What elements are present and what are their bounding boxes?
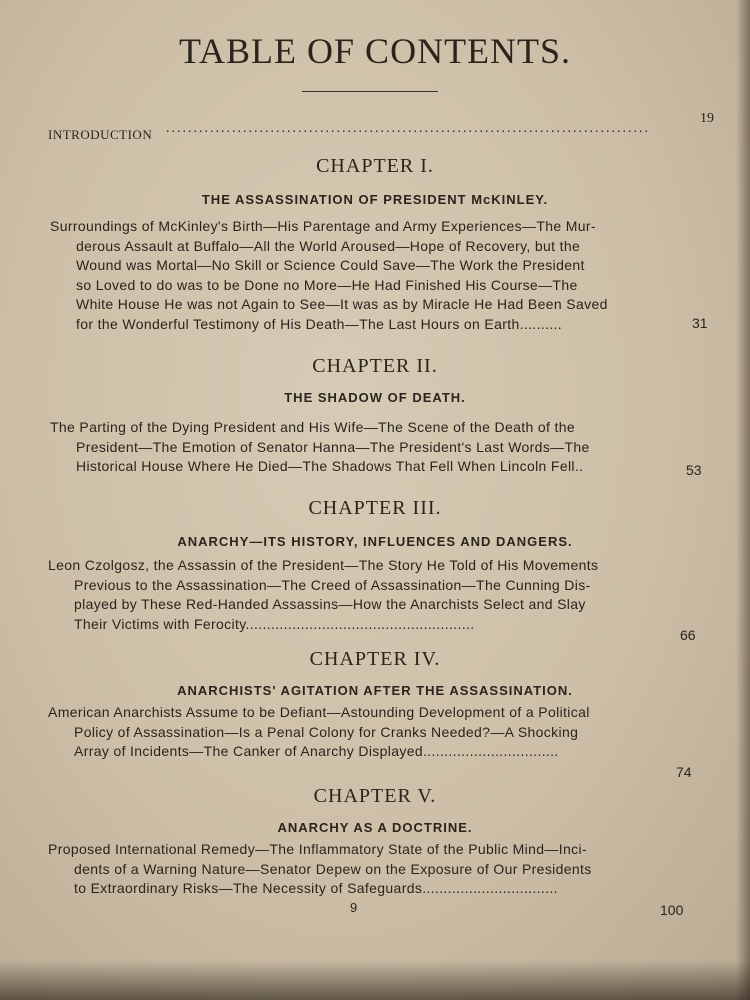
chapter-3-subtitle: ANARCHY—ITS HISTORY, INFLUENCES AND DANGERS.	[177, 534, 573, 549]
chapter-1-summary	[50, 217, 690, 334]
chapter-2-heading: CHAPTER II.	[312, 355, 438, 377]
summary-line: Leon Czolgosz, the Assassin of the President—The Story He Told of His Movements	[48, 557, 599, 573]
page-bottom-shadow	[0, 960, 750, 1000]
introduction-entry	[48, 111, 720, 143]
summary-line: dents of a Warning Nature—Senator Depew on the Exposure of Our Presidents	[74, 860, 592, 877]
summary-line: President—The Emotion of Senator Hanna—The President's Last Words—The	[76, 438, 590, 455]
summary-line: for the Wonderful Testimony of His Death—The Last Hours on Earth..........	[76, 315, 563, 332]
chapter-5-summary	[48, 840, 668, 899]
introduction-leader-dots: ........................................................................................	[166, 121, 650, 136]
page-title: TABLE OF CONTENTS.	[178, 31, 572, 71]
summary-line: Policy of Assassination—Is a Penal Colony for Cranks Needed?—A Shocking	[74, 723, 579, 740]
summary-line: Wound was Mortal—No Skill or Science Could Save—The Work the President	[76, 257, 585, 273]
summary-line: White House He was not Again to See—It was as by Miracle He Had Been Saved	[76, 296, 608, 312]
chapter-2-subtitle: THE SHADOW OF DEATH.	[284, 390, 466, 405]
introduction-page-number: 19	[700, 111, 714, 126]
chapter-4-summary	[48, 703, 688, 762]
chapter-3-heading: CHAPTER III.	[308, 497, 442, 519]
chapter-4-page-number: 74	[676, 764, 692, 780]
introduction-label: INTRODUCTION	[48, 127, 153, 142]
chapter-2-page-number: 53	[686, 462, 702, 478]
summary-line: to Extraordinary Risks—The Necessity of Safeguards................................	[74, 880, 558, 896]
summary-line: Historical House Where He Died—The Shadows That Fell When Lincoln Fell..	[76, 458, 584, 474]
summary-line: Proposed International Remedy—The Inflammatory State of the Public Mind—Inci-	[48, 841, 587, 857]
chapter-4-heading: CHAPTER IV.	[309, 648, 441, 670]
chapter-3-page-number: 66	[680, 627, 696, 643]
summary-line: Their Victims with Ferocity......................................................	[74, 615, 475, 632]
summary-line: Array of Incidents—The Canker of Anarchy Displayed................................	[74, 743, 559, 759]
chapter-1-heading: CHAPTER I.	[316, 155, 434, 177]
summary-line: derous Assault at Buffalo—All the World Aroused—Hope of Recovery, but the	[76, 237, 581, 254]
summary-line: American Anarchists Assume to be Defiant—Astounding Development of a Political	[48, 704, 590, 720]
summary-line: Surroundings of McKinley's Birth—His Parentage and Army Experiences—The Mur-	[50, 218, 596, 234]
summary-line: Previous to the Assassination—The Creed of Assassination—The Cunning Dis-	[74, 576, 591, 593]
summary-line: played by These Red-Handed Assassins—How the Anarchists Select and Slay	[74, 596, 586, 612]
summary-line: The Parting of the Dying President and His Wife—The Scene of the Death of the	[50, 419, 575, 435]
chapter-5-subtitle: ANARCHY AS A DOCTRINE.	[277, 820, 473, 835]
title-divider	[302, 91, 438, 92]
chapter-5-page-number: 100	[660, 902, 684, 918]
chapter-1-page-number: 31	[692, 315, 708, 331]
chapter-1-subtitle: THE ASSASSINATION OF PRESIDENT McKINLEY.	[201, 192, 549, 207]
chapter-4-subtitle: ANARCHISTS' AGITATION AFTER THE ASSASSINATION.	[177, 683, 573, 698]
chapter-2-summary	[50, 418, 690, 477]
folio-page-number: 9	[350, 900, 358, 915]
chapter-3-summary	[48, 556, 688, 634]
summary-line: so Loved to do was to be Done no More—He Had Finished His Course—The	[76, 276, 578, 293]
chapter-5-heading: CHAPTER V.	[313, 785, 437, 807]
